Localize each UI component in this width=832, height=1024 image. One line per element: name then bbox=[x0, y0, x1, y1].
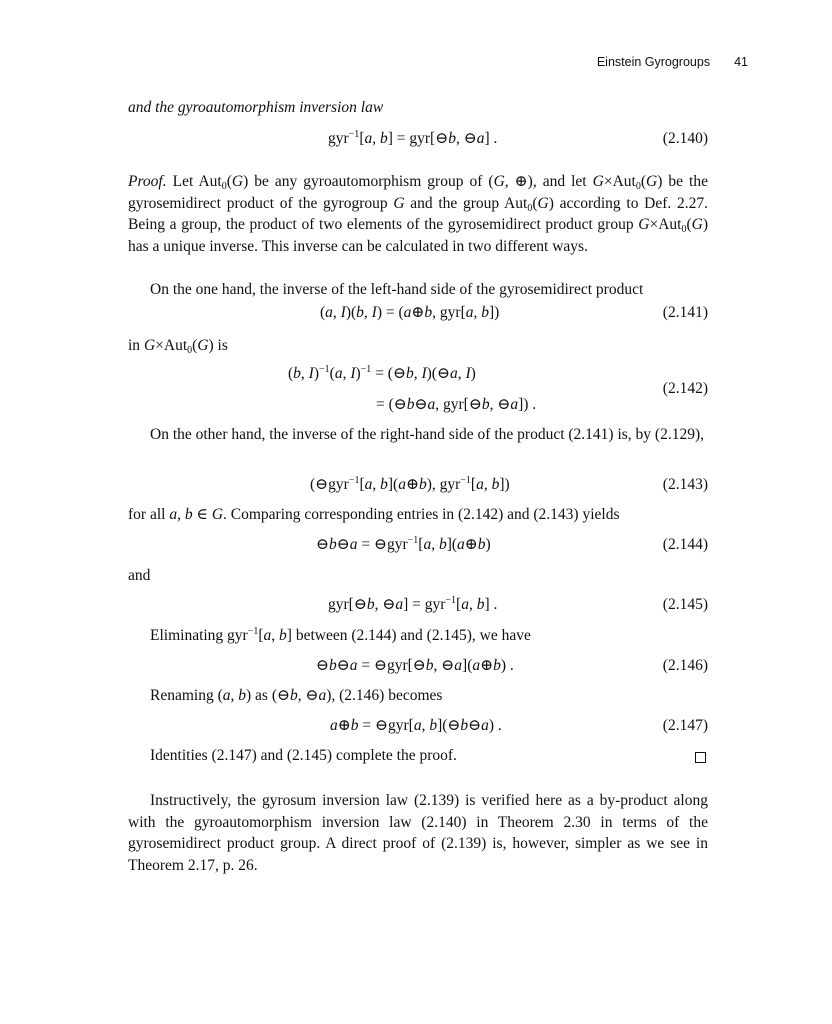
for-all-line: for all a, b ∈ G. Comparing corresponding entries in (2.142) and (2.143) yields bbox=[128, 506, 620, 523]
equation-number-2147: (2.147) bbox=[662, 717, 708, 734]
running-title: Einstein Gyrogroups bbox=[596, 55, 711, 69]
proof-label: Proof. bbox=[128, 173, 167, 190]
equation-number-2141: (2.141) bbox=[662, 304, 708, 321]
qed-box-icon bbox=[695, 752, 706, 763]
equation-number-2144: (2.144) bbox=[662, 536, 708, 553]
equation-number-2146: (2.146) bbox=[662, 657, 708, 674]
in-group-line: in G×Aut$_0$(G) is bbox=[128, 337, 228, 356]
other-hand-paragraph: On the other hand, the inverse of the right-hand side of the product (2.141) is, by (2.129), bbox=[150, 426, 704, 443]
equation-number-2140: (2.140) bbox=[662, 130, 708, 147]
equation-2146: ⊖b⊖a = ⊖gyr[⊖b, ⊖a](a⊕b) . bbox=[316, 657, 514, 674]
equation-2144: ⊖b⊖a = ⊖gyr$^{-1}$[a, b](a⊕b) bbox=[316, 535, 491, 553]
intro-line: and the gyroautomorphism inversion law bbox=[128, 99, 384, 116]
running-head bbox=[597, 55, 748, 69]
equation-number-2142: (2.142) bbox=[662, 380, 708, 397]
equation-2147: a⊕b = ⊖gyr[a, b](⊖b⊖a) . bbox=[330, 717, 502, 734]
eliminating-line: Eliminating gyr$^{-1}$[a, b] between (2.144) and (2.145), we have bbox=[150, 626, 531, 644]
identities-line: Identities (2.147) and (2.145) complete the proof. bbox=[150, 747, 457, 764]
equation-2141: (a, I)(b, I) = (a⊕b, gyr[a, b]) bbox=[320, 304, 500, 321]
one-hand-paragraph: On the one hand, the inverse of the left-hand side of the gyrosemidirect product bbox=[150, 281, 644, 298]
page-number: 41 bbox=[734, 55, 748, 69]
equation-number-2145: (2.145) bbox=[662, 596, 708, 613]
closing-paragraph: Instructively, the gyrosum inversion law (2.139) is verified here as a by-product along with the gyroautomorphism inversion law (2.140) in Theorem 2.30 in terms of the gyrosemidirect product group. A direct proof of (2.139) is, however, simpler as we see in Theorem 2.17, p. 26. bbox=[128, 792, 708, 874]
renaming-line: Renaming (a, b) as (⊖b, ⊖a), (2.146) becomes bbox=[150, 687, 443, 704]
proof-paragraph: Proof. Let Aut$_0$(G) be any gyroautomorphism group of (G, ⊕), and let G×Aut$_0$(G) be the gyrosemidirect product of the gyrogroup G and the group Aut$_0$(G) according to Def. 2.27. Being a group, the product of two elements of the gyrosemidirect product group G×Aut$_0$(G) has a unique inverse. This inverse can be calculated in two different ways. bbox=[128, 173, 709, 255]
equation-2142-line2: = (⊖b⊖a, gyr[⊖b, ⊖a]) . bbox=[376, 396, 537, 413]
equation-2140: gyr$^{-1}$[a, b] = gyr[⊖b, ⊖a] . bbox=[328, 129, 498, 147]
and-word: and bbox=[128, 567, 151, 584]
equation-2142-line1: (b, I)$^{-1}$(a, I)$^{-1}$ = (⊖b, I)(⊖a, I) bbox=[288, 364, 476, 382]
equation-number-2143: (2.143) bbox=[662, 476, 708, 493]
equation-2143: (⊖gyr$^{-1}$[a, b](a⊕b), gyr$^{-1}$[a, b]) bbox=[310, 475, 510, 493]
equation-2145: gyr[⊖b, ⊖a] = gyr$^{-1}$[a, b] . bbox=[328, 595, 498, 613]
